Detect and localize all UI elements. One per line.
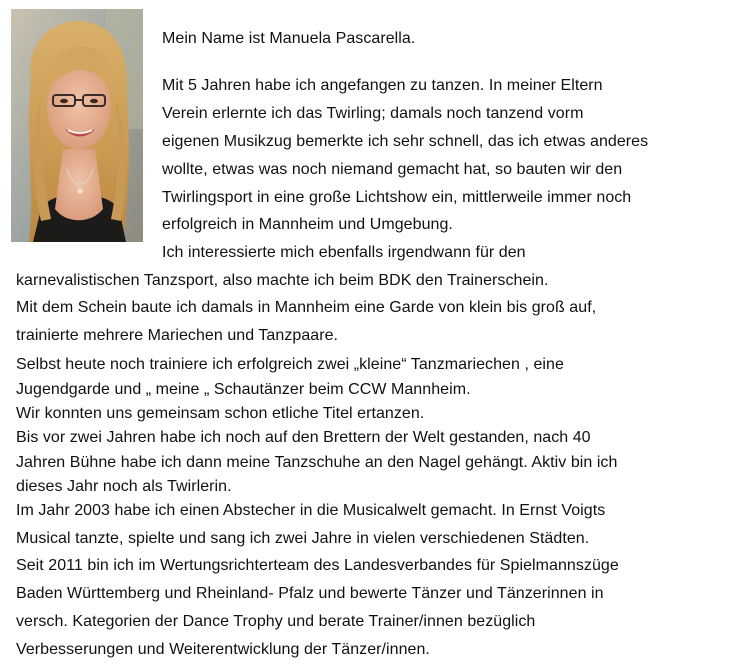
text-line: Verein erlernte ich das Twirling; damals noch tanzend vorm — [162, 105, 584, 122]
text-line: trainierte mehrere Mariechen und Tanzpaare. — [16, 327, 339, 344]
text-line: Seit 2011 bin ich im Wertungsrichterteam des Landesverbandes für Spielmannszüge — [16, 557, 619, 574]
text-line: Musical tanzte, spielte und sang ich zwei Jahre in vielen verschiedenen Städten. — [16, 530, 590, 547]
text-line: Twirlingsport in eine große Lichtshow ein, mittlerweile immer noch — [162, 189, 632, 206]
text-line: Mit 5 Jahren habe ich angefangen zu tanzen. In meiner Eltern — [162, 77, 603, 94]
text-line: dieses Jahr noch als Twirlerin. — [16, 478, 232, 495]
intro-line: Mein Name ist Manuela Pascarella. — [162, 30, 416, 47]
text-line: Bis vor zwei Jahren habe ich noch auf den Brettern der Welt gestanden, nach 40 — [16, 429, 591, 446]
text-line: Jahren Bühne habe ich dann meine Tanzschuhe an den Nagel gehängt. Aktiv bin ich — [16, 454, 618, 471]
text-line: Verbesserungen und Weiterentwicklung der Tänzer/innen. — [16, 641, 430, 658]
text-line: eigenen Musikzug bemerkte ich sehr schnell, das ich etwas anderes — [162, 133, 649, 150]
text-line: wollte, etwas was noch niemand gemacht hat, so bauten wir den — [162, 161, 623, 178]
text-line: Baden Württemberg und Rheinland- Pfalz und bewerte Tänzer und Tänzerinnen in — [16, 585, 604, 602]
text-line: versch. Kategorien der Dance Trophy und berate Trainer/innen bezüglich — [16, 613, 536, 630]
text-line: Mit dem Schein baute ich damals in Mannheim eine Garde von klein bis groß auf, — [16, 299, 597, 316]
text-line: Wir konnten uns gemeinsam schon etliche Titel ertanzen. — [16, 405, 425, 422]
text-line: karnevalistischen Tanzsport, also machte ich beim BDK den Trainerschein. — [16, 272, 549, 289]
text-line: Ich interessierte mich ebenfalls irgendwann für den — [162, 244, 526, 261]
text-line: Jugendgarde und „ meine „ Schautänzer beim CCW Mannheim. — [16, 381, 471, 398]
text-line: Im Jahr 2003 habe ich einen Abstecher in die Musicalwelt gemacht. In Ernst Voigts — [16, 502, 606, 519]
text-line: Selbst heute noch trainiere ich erfolgreich zwei „kleine“ Tanzmariechen , eine — [16, 356, 564, 373]
portrait-photo — [11, 9, 143, 242]
text-line: erfolgreich in Mannheim und Umgebung. — [162, 216, 453, 233]
cropped-text-above — [0, 0, 734, 4]
